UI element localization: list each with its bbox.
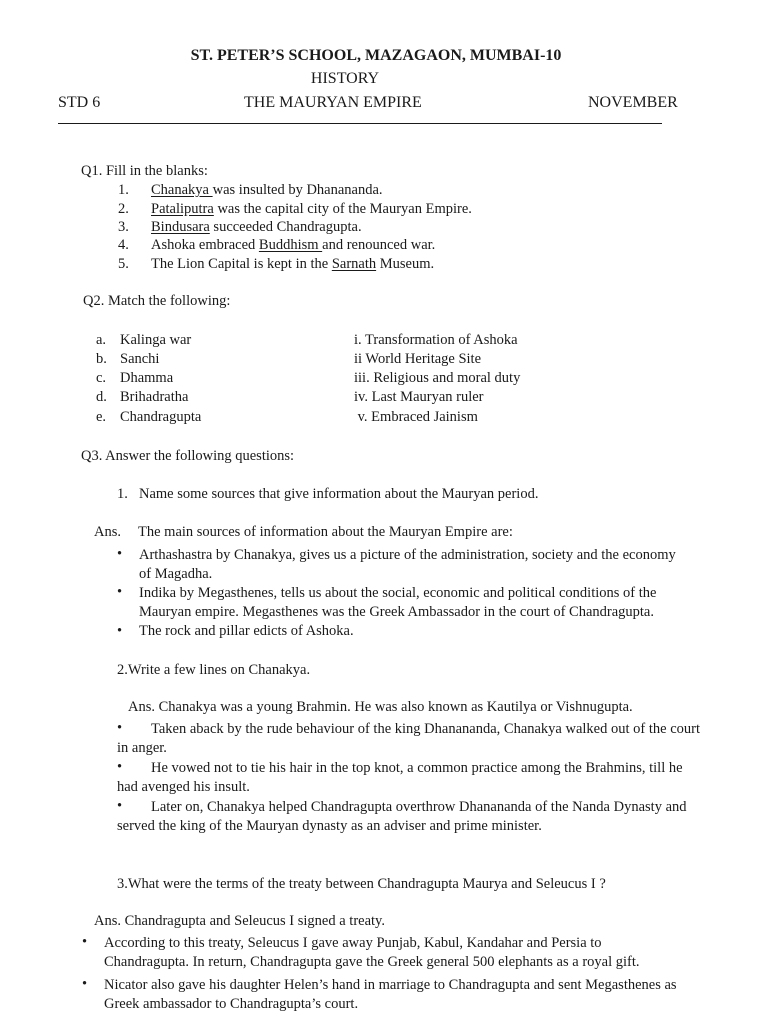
q1-title: Q1. Fill in the blanks:: [81, 163, 208, 179]
answer-bullet: Later on, Chanakya helped Chandragupta overthrow Dhanananda of the Nanda Dynasty and served the king of the Mauryan dynasty as an adviser and prime minister.: [117, 799, 687, 834]
q1-item: [118, 219, 362, 236]
q1-item-text: [151, 256, 434, 273]
match-letter: b.: [96, 351, 107, 367]
q1-item-text: [151, 237, 435, 254]
q1-item-number: 2.: [118, 201, 129, 217]
q1-item-answer: Buddhism: [258, 237, 323, 253]
q1-item: [118, 237, 436, 254]
answer-intro: Ans. Chanakya was a young Brahmin. He was also known as Kautilya or Vishnugupta.: [128, 699, 633, 715]
bullet-icon: •: [117, 584, 123, 600]
q3-question-3: 3.What were the terms of the treaty between Chandragupta Maurya and Seleucus I ?: [117, 876, 606, 892]
q1-item-after: was insulted by Dhanananda.: [212, 182, 383, 198]
q1-item-after: Museum.: [376, 256, 435, 272]
q1-item-after: was the capital city of the Mauryan Empire.: [213, 201, 472, 217]
answer-bullet: He vowed not to tie his hair in the top knot, a common practice among the Brahmins, till he had avenged his insult.: [117, 760, 683, 795]
header-divider: [58, 123, 662, 124]
q3-question-number: 1.: [117, 486, 128, 502]
bullet-icon: •: [117, 798, 123, 814]
q3-question-1: Name some sources that give information about the Mauryan period.: [139, 486, 539, 502]
q1-item-number: 5.: [118, 256, 129, 272]
answer-bullet: Arthashastra by Chanakya, gives us a picture of the administration, society and the economy of Magadha.: [139, 547, 676, 582]
answer-intro: The main sources of information about the Mauryan Empire are:: [138, 524, 513, 540]
q1-item-before: Ashoka embraced: [151, 237, 259, 253]
chapter-title: THE MAURYAN EMPIRE: [244, 94, 422, 111]
answer-label: Ans.: [94, 524, 121, 540]
match-right-item: i. Transformation of Ashoka: [354, 332, 518, 348]
bullet-icon: •: [117, 759, 123, 775]
answer-bullet: Indika by Megasthenes, tells us about the social, economic and political conditions of the Mauryan empire. Megasthenes was the Greek Ambassador in the court of Chandragupta.: [139, 585, 657, 620]
match-left-item: Sanchi: [120, 351, 160, 367]
match-letter: c.: [96, 370, 107, 386]
answer-bullet: Nicator also gave his daughter Helen’s hand in marriage to Chandragupta and sent Megasthenes as Greek ambassador to Chandragupta’s court.: [104, 977, 677, 1012]
match-left-item: Chandragupta: [120, 409, 202, 425]
q1-item-answer: Chanakya: [151, 182, 213, 198]
q3-title: Q3. Answer the following questions:: [81, 448, 295, 464]
q1-item-number: 3.: [118, 219, 129, 235]
match-letter: a.: [96, 332, 107, 348]
match-left-item: Kalinga war: [120, 332, 192, 348]
q1-item-answer: Pataliputra: [151, 201, 214, 217]
month-label: NOVEMBER: [588, 94, 678, 111]
bullet-icon: •: [117, 623, 123, 639]
answer-bullet: The rock and pillar edicts of Ashoka.: [139, 623, 354, 639]
q1-item-answer: Sarnath: [331, 256, 377, 272]
match-left-item: Dhamma: [120, 370, 174, 386]
bullet-icon: •: [82, 976, 88, 992]
q1-item: [118, 201, 472, 218]
match-letter: d.: [96, 389, 107, 405]
q1-item-text: [151, 219, 362, 236]
q1-item-text: [151, 182, 383, 199]
match-letter: e.: [96, 409, 107, 425]
match-right-item: iii. Religious and moral duty: [354, 370, 521, 386]
bullet-icon: •: [117, 546, 123, 562]
q2-title: Q2. Match the following:: [83, 293, 231, 309]
q3-question-2: 2.Write a few lines on Chanakya.: [117, 662, 311, 678]
bullet-icon: •: [117, 720, 123, 736]
subject-title: HISTORY: [310, 70, 380, 87]
q1-item: [118, 182, 383, 199]
answer-intro: Ans. Chandragupta and Seleucus I signed a treaty.: [94, 913, 385, 929]
match-left-item: Brihadratha: [120, 389, 189, 405]
q1-item: [118, 256, 435, 273]
q1-item-text: [151, 201, 472, 218]
match-right-item: ii World Heritage Site: [354, 351, 482, 367]
school-name: ST. PETER’S SCHOOL, MAZAGAON, MUMBAI-10: [190, 47, 562, 64]
answer-bullet: Taken aback by the rude behaviour of the king Dhanananda, Chanakya walked out of the court in anger.: [117, 721, 700, 756]
match-right-item: iv. Last Mauryan ruler: [354, 389, 484, 405]
q1-item-before: The Lion Capital is kept in the: [151, 256, 332, 272]
match-right-item: v. Embraced Jainism: [354, 409, 478, 425]
q1-item-number: 1.: [118, 182, 129, 198]
standard-label: STD 6: [58, 94, 101, 111]
q1-item-number: 4.: [118, 237, 129, 253]
q1-item-after: succeeded Chandragupta.: [209, 219, 362, 235]
answer-bullet: According to this treaty, Seleucus I gave away Punjab, Kabul, Kandahar and Persia to Chandragupta. In return, Chandragupta gave the Greek general 500 elephants as a royal gift.: [104, 935, 640, 970]
bullet-icon: •: [82, 934, 88, 950]
q1-item-after: and renounced war.: [322, 237, 436, 253]
q1-item-answer: Bindusara: [151, 219, 210, 235]
